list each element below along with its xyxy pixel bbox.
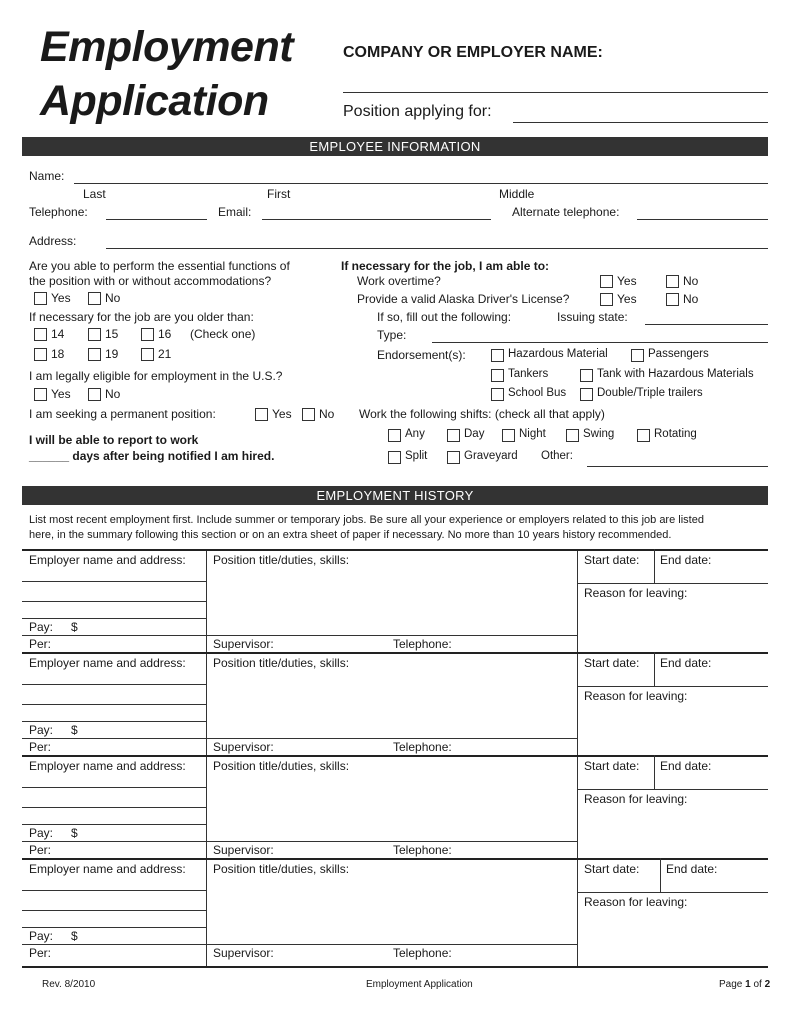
start-date-label-1: Start date: [584,553,640,567]
employer-address-line-c-3[interactable] [22,824,206,825]
double-triple-label: Double/Triple trailers [597,387,703,399]
hazmat-label: Hazardous Material [508,348,608,360]
reason-label-1: Reason for leaving: [584,586,688,600]
date-divider-1 [654,549,655,583]
alt-phone-field[interactable] [637,219,768,220]
employer-label-1: Employer name and address: [29,553,186,567]
license-type-label: Type: [377,328,407,342]
eligible-yes-label: Yes [51,387,71,401]
age-18-label: 18 [51,347,65,361]
dates-bottom-line-1 [577,583,768,584]
supervisor-label-4: Supervisor: [213,946,274,960]
overtime-question: Work overtime? [357,274,441,288]
employment-history-header: EMPLOYMENT HISTORY [22,486,768,505]
age-19-label: 19 [105,347,119,361]
position-label-1: Position title/duties, skills: [213,553,350,567]
age-14-label: 14 [51,327,65,341]
end-date-label-1: End date: [660,553,712,567]
tankers-checkbox[interactable] [491,369,504,382]
school-bus-checkbox[interactable] [491,388,504,401]
reason-label-2: Reason for leaving: [584,689,688,703]
essential-no-label: No [105,291,121,305]
permanent-question: I am seeking a permanent position: [29,407,216,421]
email-label: Email: [218,205,252,219]
reason-label-3: Reason for leaving: [584,792,688,806]
page-current: 1 [745,979,751,990]
employer-address-line-c-1[interactable] [22,618,206,619]
able-header: If necessary for the job, I am able to: [341,259,550,273]
pay-label-1: Pay: [29,620,54,634]
supervisor-label-2: Supervisor: [213,740,274,754]
employer-address-line-c-4[interactable] [22,927,206,928]
overtime-yes-checkbox[interactable] [600,275,613,288]
page-of: of [750,979,765,990]
age-16-checkbox[interactable] [141,328,154,341]
shift-any-checkbox[interactable] [388,429,401,442]
pay-dollar-2: $ [71,723,78,737]
shift-day-checkbox[interactable] [447,429,460,442]
company-name-field[interactable] [343,92,768,93]
per-label-3: Per: [29,843,52,857]
date-divider-2 [654,652,655,686]
middle-label: Middle [499,187,535,201]
age-14-checkbox[interactable] [34,328,47,341]
passengers-label: Passengers [648,348,709,360]
hazmat-checkbox[interactable] [491,349,504,362]
address-label: Address: [29,234,77,248]
employee-info-header: EMPLOYEE INFORMATION [22,137,768,156]
essential-question-line1: Are you able to perform the essential functions of [29,259,290,273]
shift-graveyard-checkbox[interactable] [447,451,460,464]
shift-night-checkbox[interactable] [502,429,515,442]
essential-question-line2: the position with or without accommodations? [29,274,272,288]
license-no-checkbox[interactable] [666,293,679,306]
employer-address-line-a-1[interactable] [22,581,206,582]
per-label-2: Per: [29,740,52,754]
endorsements-label: Endorsement(s): [377,348,466,362]
employer-address-line-b-2[interactable] [22,704,206,705]
tankers-label: Tankers [508,368,549,380]
telephone-label: Telephone: [29,205,88,219]
employer-address-line-b-1[interactable] [22,601,206,602]
position-label-4: Position title/duties, skills: [213,862,350,876]
address-field[interactable] [106,248,768,249]
essential-yes-checkbox[interactable] [34,292,47,305]
shift-night-label: Night [519,428,546,440]
title-line-1: Employment [40,23,294,71]
school-bus-label: School Bus [508,387,567,399]
employer-address-line-b-4[interactable] [22,910,206,911]
tank-hazmat-label: Tank with Hazardous Materials [597,368,754,380]
shift-split-label: Split [405,450,428,462]
eligible-question: I am legally eligible for employment in the U.S.? [29,369,283,383]
shift-split-checkbox[interactable] [388,451,401,464]
shift-any-label: Any [405,428,425,440]
shift-other-label: Other: [541,450,573,462]
double-triple-checkbox[interactable] [580,388,593,401]
permanent-no-checkbox[interactable] [302,408,315,421]
age-21-label: 21 [158,347,172,361]
history-col-divider-2 [577,549,578,966]
shift-swing-checkbox[interactable] [566,429,579,442]
date-divider-3 [654,755,655,789]
position-label: Position applying for: [343,103,492,120]
telephone-field[interactable] [106,219,207,220]
pay-label-4: Pay: [29,929,54,943]
employer-address-line-b-3[interactable] [22,807,206,808]
issuing-state-label: Issuing state: [557,310,628,324]
supervisor-telephone-label-1: Telephone: [393,637,452,651]
age-18-checkbox[interactable] [34,348,47,361]
age-15-label: 15 [105,327,119,341]
eligible-yes-checkbox[interactable] [34,388,47,401]
dates-bottom-line-2 [577,686,768,687]
email-field[interactable] [262,219,491,220]
overtime-yes-label: Yes [617,274,637,288]
pay-line-1[interactable] [22,635,577,636]
report-line2[interactable]: ______ days after being notified I am hired. [29,449,275,463]
age-19-checkbox[interactable] [88,348,101,361]
reason-label-4: Reason for leaving: [584,895,688,909]
history-col-divider-1 [206,549,207,966]
title-line-2: Application [40,77,269,125]
pay-dollar-3: $ [71,826,78,840]
history-intro-line1: List most recent employment first. Include summer or temporary jobs. Be sure all your experience or employers related to this job are listed [29,514,704,526]
shifts-question: Work the following shifts: (check all that apply) [359,407,605,421]
passengers-checkbox[interactable] [631,349,644,362]
shift-rotating-checkbox[interactable] [637,429,650,442]
footer-revision: Rev. 8/2010 [42,979,96,990]
end-date-label-3: End date: [660,759,712,773]
eligible-no-checkbox[interactable] [88,388,101,401]
name-label: Name: [29,169,65,183]
last-label: Last [83,187,106,201]
license-yes-label: Yes [617,292,637,306]
page-prefix: Page [719,979,746,990]
position-label-3: Position title/duties, skills: [213,759,350,773]
history-block-3-top-border [22,755,768,757]
if-so-label: If so, fill out the following: [377,310,512,324]
essential-yes-label: Yes [51,291,71,305]
end-date-label-2: End date: [660,656,712,670]
position-label-2: Position title/duties, skills: [213,656,350,670]
employer-address-line-c-2[interactable] [22,721,206,722]
page-total: 2 [764,979,771,990]
supervisor-label-1: Supervisor: [213,637,274,651]
supervisor-telephone-label-2: Telephone: [393,740,452,754]
per-label-1: Per: [29,637,52,651]
permanent-no-label: No [319,407,335,421]
name-field[interactable] [74,183,768,184]
pay-line-3[interactable] [22,841,577,842]
pay-label-3: Pay: [29,826,54,840]
dates-bottom-line-4 [577,892,768,893]
pay-line-2[interactable] [22,738,577,739]
check-one-note: (Check one) [190,327,256,341]
tank-hazmat-checkbox[interactable] [580,369,593,382]
permanent-yes-label: Yes [272,407,292,421]
license-yes-checkbox[interactable] [600,293,613,306]
company-label: COMPANY OR EMPLOYER NAME: [343,44,603,61]
employer-address-line-a-3[interactable] [22,787,206,788]
start-date-label-2: Start date: [584,656,640,670]
shift-day-label: Day [464,428,485,440]
license-question: Provide a valid Alaska Driver's License? [357,292,570,306]
start-date-label-3: Start date: [584,759,640,773]
issuing-state-field[interactable] [645,324,768,325]
history-table-bottom [22,966,768,968]
pay-label-2: Pay: [29,723,54,737]
shift-graveyard-label: Graveyard [464,450,518,462]
age-15-checkbox[interactable] [88,328,101,341]
history-block-2-top-border [22,652,768,654]
eligible-no-label: No [105,387,121,401]
shift-other-field[interactable] [587,466,768,467]
start-date-label-4: Start date: [584,862,640,876]
position-field[interactable] [513,122,768,123]
footer-page-number [719,979,770,990]
overtime-no-label: No [683,274,699,288]
shift-swing-label: Swing [583,428,615,440]
history-block-1-top-border [22,549,768,551]
employer-label-3: Employer name and address: [29,759,186,773]
first-label: First [267,187,291,201]
age-21-checkbox[interactable] [141,348,154,361]
age-16-label: 16 [158,327,172,341]
supervisor-telephone-label-3: Telephone: [393,843,452,857]
supervisor-telephone-label-4: Telephone: [393,946,452,960]
alt-phone-label: Alternate telephone: [512,205,620,219]
supervisor-label-3: Supervisor: [213,843,274,857]
footer-center-title: Employment Application [366,979,473,990]
shift-rotating-label: Rotating [654,428,697,440]
date-divider-4 [660,858,661,892]
dates-bottom-line-3 [577,789,768,790]
employer-label-4: Employer name and address: [29,862,186,876]
employer-label-2: Employer name and address: [29,656,186,670]
pay-dollar-1: $ [71,620,78,634]
overtime-no-checkbox[interactable] [666,275,679,288]
history-intro-line2: here, in the summary following this section or on an extra sheet of paper if necessary. No more than 10 years history recommended. [29,529,672,541]
report-line1: I will be able to report to work [29,433,199,447]
older-question: If necessary for the job are you older than: [29,310,254,324]
employer-address-line-a-4[interactable] [22,890,206,891]
employer-address-line-a-2[interactable] [22,684,206,685]
history-block-4-top-border [22,858,768,860]
license-no-label: No [683,292,699,306]
permanent-yes-checkbox[interactable] [255,408,268,421]
pay-dollar-4: $ [71,929,78,943]
essential-no-checkbox[interactable] [88,292,101,305]
pay-line-4[interactable] [22,944,577,945]
per-label-4: Per: [29,946,52,960]
license-type-field[interactable] [432,342,768,343]
end-date-label-4: End date: [666,862,718,876]
